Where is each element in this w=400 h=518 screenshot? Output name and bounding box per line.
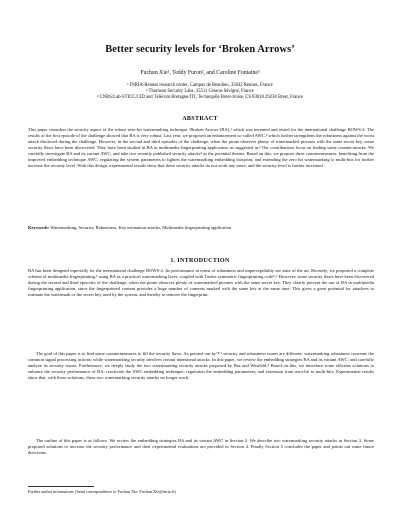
introduction-heading: 1. INTRODUCTION: [170, 258, 230, 264]
paper-title: Better security levels for ‘Broken Arrows’: [105, 44, 295, 55]
abstract-heading: ABSTRACT: [182, 116, 218, 122]
author-list: Fuchun Xie¹, Teddy Furon², and Caroline Fontaine³: [140, 70, 260, 76]
abstract-text: This paper considers the security aspect of the robust zero-bit watermarking technique ‘Broken Arrows’(BA),¹ which was invented and tested for the international challenge BOWS-2. The results of the first episode of the challenge showed that BA is very robust. Last year, we proposed an enhancement so-called AWC,² which further strengthens the robustness against the worst attack disclosed during the challenge. However, in the second and third episodes of the challenge, when the pirate observes plenty of watermarked pictures with the same secret key, some security flaws have been discovered. They have been studied in BA in multimedia fingerprinting application, as suggested in.³ Our contributions focus on finding some counter-attacks. We carefully investigate BA and its variant AWC, and take two recently published security attacks⁴ as the potential threats. Based on this, we propose three countermeasures: benefiting from the improved embedding technique AWC; regulating the system parameters to lighten the watermarking embedding footprint; and extending the zero bit watermarking to multi-bits for further increase the security level. With this design, experimental results show that these security attacks do not work any more, and the security level is further increased.: [28, 127, 374, 169]
footnote-divider: [28, 486, 94, 487]
keywords-line: [28, 225, 374, 231]
keywords-text: Watermarking, Security, Robustness, Key estimation attacks, Multimedia fingerprinting application: [50, 225, 232, 230]
intro-paragraph-3: The outline of this paper is as follows. We review the embedding strategies BA and its variant AWC in Section 2. We describe two watermarking security attacks in Section 3. Some proposed solutions to increase the security performance and their experimental evaluations are provided in Section 4. Finally Section 5 concludes the paper and points out some future directions.: [28, 438, 374, 456]
intro-paragraph-2: The goal of this paper is to find some countermeasures to fill the security flaws. As pointed out by⁷⁸,⁹ security and robustness issues are different: watermarking robustness concerns the common signal processing actions; while watermarking security involves certain intentional attacks. In this paper, we review the embedding strategies BA and its variant AWC; and carefully analyze its security issues. Furthermore, we deeply study the two watermarking security attacks proposed by Bas and Westfeld.⁴ Based on this, we introduce some efficient solutions to enhance the security performance of BA: reactivate the AWC embedding technique; regulation the embedding parameters; and extension from zero-bit to multi-bits. Experimental results show that, with these solutions, these two watermarking security attacks no longer work.: [28, 351, 374, 381]
intro-paragraph-1: BA has been designed especially for the international challenge BOWS-2. Its performance in terms of robustness and imperceptibility are state of the art. Recently, we proposed a complete scheme of multimedia fingerprinting,³ using BA as a practical watermarking layer, coupled with Tardos symmetric fingerprinting code⁵,⁶ However, some security flaws have been discovered during the second and third episodes of the challenge, when the pirate observes plenty of watermarked pictures with the same secret key. They clearly prevent the use of BA in multimedia fingerprinting application, since the fingerprinted content provides a huge number of contents marked with the same key at the same time. This gives a great potential for attackers to estimate the watermark or the secret key used by the system, and thereby to remove the fingerprint.: [28, 268, 374, 298]
keywords-label: Keywords:: [28, 225, 50, 230]
affiliation-2: ² Thomson Security Labs, 35511 Cesson-Sévigné, France: [146, 89, 254, 94]
affiliation-1: ¹ INRIA-Rennes research center, Campus de Beaulieu, 35042 Rennes, France: [127, 83, 273, 88]
affiliation-3: ³ CNRS/Lab-STICC/CID and Télécom Bretagne/ITI, Technopôle Brest-Iroise, CS 83818 29238 Brest, France: [97, 95, 303, 100]
footnote: Further author information: (Send correspondence to Fuchun Xie: Fuchun.Xie@inria.fr): [28, 489, 176, 494]
